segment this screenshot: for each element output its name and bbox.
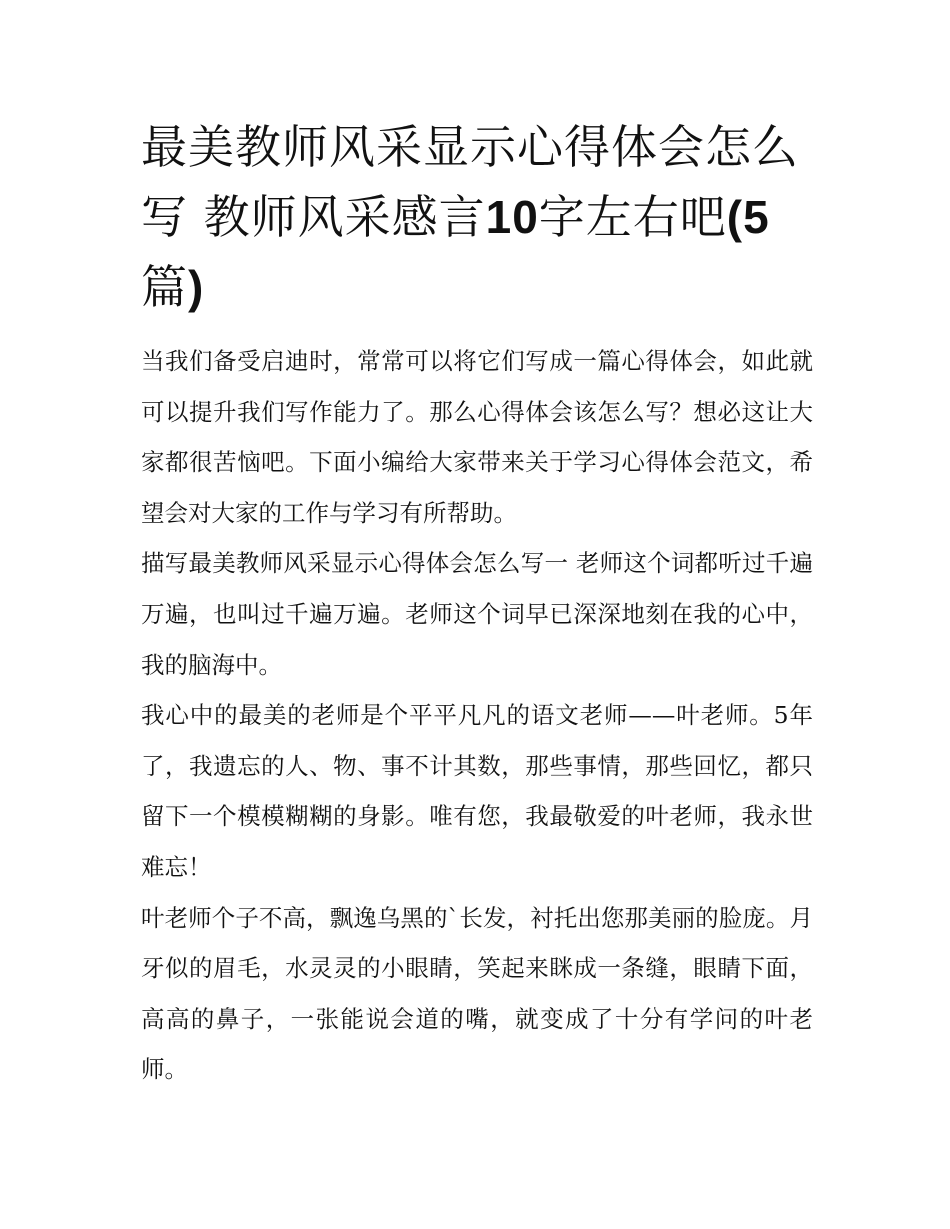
paragraph-teacher-word: 描写最美教师风采显示心得体会怎么写一 老师这个词都听过千遍万遍，也叫过千遍万遍。老师这个词早已深深地刻在我的心中，我的脑海中。 bbox=[141, 549, 813, 679]
document-content bbox=[141, 112, 813, 1095]
paragraph-intro: 当我们备受启迪时，常常可以将它们写成一篇心得体会，如此就可以提升我们写作能力了。那么心得体会该怎么写？想必这让大家都很苦恼吧。下面小编给大家带来关于学习心得体会范文，希望会对大家的工作与学习有所帮助。 bbox=[141, 347, 813, 527]
paragraph-appearance: 叶老师个子不高，飘逸乌黑的`长发，衬托出您那美丽的脸庞。月牙似的眉毛，水灵灵的小眼睛，笑起来眯成一条缝，眼睛下面，高高的鼻子，一张能说会道的嘴，就变成了十分有学问的叶老师。 bbox=[141, 903, 813, 1084]
document-title: 最美教师风采显示心得体会怎么写 教师风采感言10字左右吧(5篇) bbox=[141, 120, 799, 314]
paragraph-teacher-ye: 我心中的最美的老师是个平平凡凡的语文老师——叶老师。5年了，我遗忘的人、物、事不计其数，那些事情，那些回忆，都只留下一个模模糊糊的身影。唯有您，我最敬爱的叶老师，我永世难忘！ bbox=[141, 701, 813, 881]
